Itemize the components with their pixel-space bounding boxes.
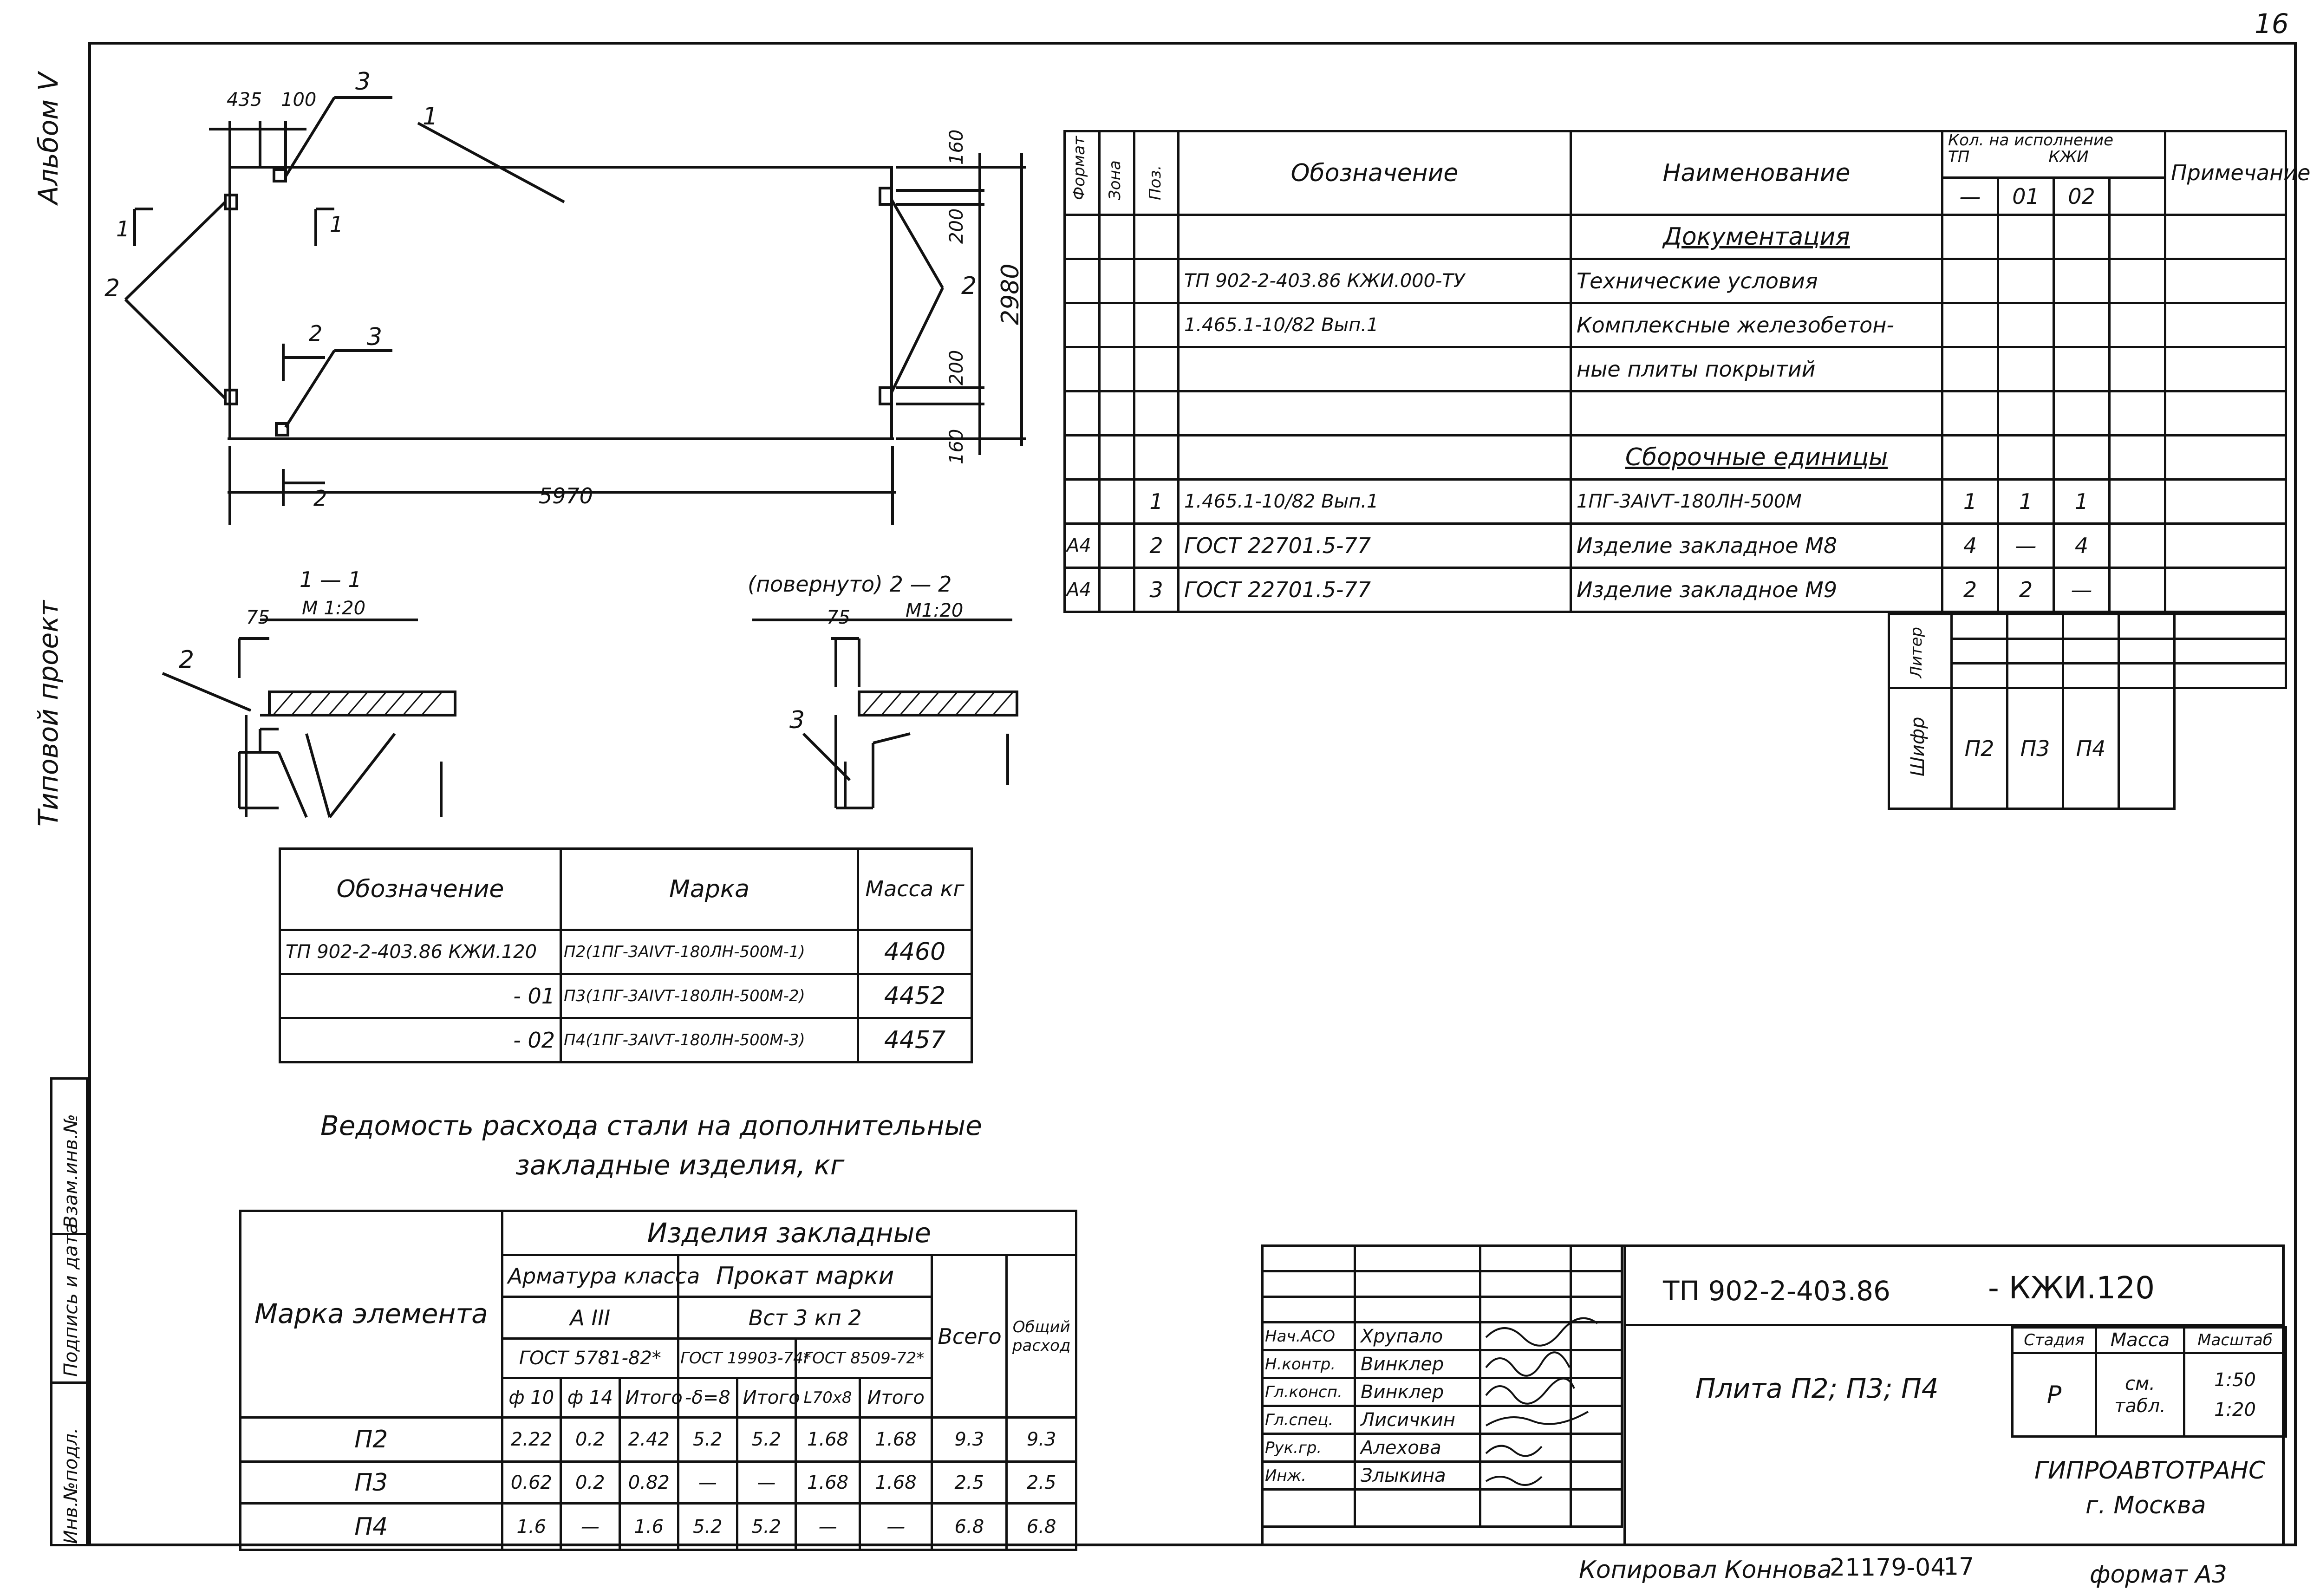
steel-h-class: А III <box>502 1297 678 1339</box>
table-row: Сборочные единицы <box>1065 436 2286 480</box>
cipher-p2: П2 <box>1952 688 2007 809</box>
steel-col: ф 14 <box>561 1378 620 1418</box>
table-row: Документация <box>1065 215 2286 259</box>
h-zone: Зона <box>1106 160 1124 200</box>
callout-2-right: 2 <box>961 272 977 300</box>
cipher-p4: П4 <box>2063 688 2119 809</box>
steel-h-gost2: ГОСТ 19903-74* <box>678 1339 796 1378</box>
mass-h-designation: Обозначение <box>280 849 561 930</box>
h-name: Наименование <box>1571 131 1942 215</box>
steel-title-1: Ведомость расхода стали на дополнительные <box>320 1110 982 1141</box>
sheet-number: 16 <box>2255 8 2289 39</box>
dim-435: 435 <box>227 89 262 111</box>
signer-row: Н.контр. Винклер <box>1262 1350 1622 1378</box>
cipher-p3: П3 <box>2007 688 2063 809</box>
h-format: Формат <box>1070 136 1088 200</box>
cipher-label: Шифр <box>1907 717 1929 776</box>
org-name: ГИПРОАВТОТРАНС <box>2034 1457 2266 1485</box>
h-designation: Обозначение <box>1179 131 1571 215</box>
signer-row: Рук.гр. Алехова <box>1262 1434 1622 1462</box>
callout-3-mid: 3 <box>367 323 383 351</box>
dim-200a: 200 <box>946 208 967 244</box>
section-mark-1a: 1 <box>116 216 130 241</box>
section-mark-2a: 2 <box>309 321 323 346</box>
footer-code: 21179-04 <box>1830 1554 1946 1582</box>
steel-col: ф 10 <box>502 1378 561 1418</box>
mass-h-mass: Масса кг <box>858 849 972 930</box>
scale-values: 1:50 1:20 <box>2184 1353 2286 1437</box>
section-1-dim: 75 <box>246 607 270 628</box>
table-row: П2 2.22 0.2 2.42 5.2 5.2 1.68 1.68 9.3 9.3 <box>241 1418 1076 1462</box>
org-city: г. Москва <box>2085 1492 2206 1519</box>
section-2-scale: М1:20 <box>906 600 964 621</box>
steel-h-rebar: Арматура класса <box>502 1255 678 1297</box>
table-row: - 01 П3(1ПГ-3АIVТ-180ЛН-500М-2) 4452 <box>280 974 972 1018</box>
section-1-scale: М 1:20 <box>302 598 366 619</box>
signer-row: Нач.АСО Хрупало <box>1262 1322 1622 1350</box>
dim-160b: 160 <box>946 429 967 464</box>
signer-row: Гл.спец. Лисичкин <box>1262 1406 1622 1434</box>
section-mark-2b: 2 <box>313 486 327 511</box>
table-row: ТП 902-2-403.86 КЖИ.120 П2(1ПГ-3АIVТ-180ЛН-500М-1) 4460 <box>280 930 972 974</box>
footer-format: формат А3 <box>2090 1561 2227 1589</box>
table-row: П4 1.6 — 1.6 5.2 5.2 — — 6.8 6.8 <box>241 1504 1076 1550</box>
steel-h-total: Всего <box>932 1255 1007 1418</box>
h-v2: 01 <box>1998 178 2054 215</box>
table-row: 1.465.1-10/82 Вып.1 Комплексные железобетон- <box>1065 303 2286 347</box>
stamp-inv: Инв.№подл. <box>60 1427 82 1544</box>
footer-copied: Копировал Коннова <box>1579 1556 1832 1584</box>
h-qty: Кол. на исполнение ТП КЖИ <box>1942 131 2165 178</box>
steel-col: Итого <box>619 1378 678 1418</box>
stamp-replace: Взам.инв.№ <box>60 1114 82 1228</box>
table-row: ТП 902-2-403.86 КЖИ.000-ТУ Технические условия <box>1065 259 2286 303</box>
steel-h-gost3: ГОСТ 8509-72* <box>796 1339 932 1378</box>
steel-h-element: Марка элемента <box>241 1211 502 1418</box>
table-row: ные плиты покрытий <box>1065 347 2286 391</box>
table-row: А4 2 ГОСТ 22701.5-77 Изделие закладное М8 4 — 4 <box>1065 524 2286 568</box>
table-row: П3 0.62 0.2 0.82 — — 1.68 1.68 2.5 2.5 <box>241 1462 1076 1504</box>
steel-col: -δ=8 <box>678 1378 737 1418</box>
signer-row: Гл.консп. Винклер <box>1262 1378 1622 1406</box>
dim-height: 2980 <box>997 263 1024 325</box>
doc-code-suffix: - КЖИ.120 <box>1988 1270 2155 1306</box>
steel-col: Итого <box>860 1378 932 1418</box>
doc-name: Плита П2; П3; П4 <box>1695 1373 1939 1404</box>
stage-value: Р <box>2013 1353 2096 1437</box>
steel-title-2: закладные изделия, кг <box>515 1149 845 1181</box>
steel-h-items: Изделия закладные <box>502 1211 1076 1255</box>
mass-value: см. табл. <box>2096 1353 2184 1437</box>
steel-h-gost1: ГОСТ 5781-82* <box>502 1339 678 1378</box>
steel-h-rolled: Прокат марки <box>678 1255 932 1297</box>
project-type-label: Типовой проект <box>33 600 64 827</box>
h-v1: — <box>1942 178 1998 215</box>
callout-1: 1 <box>423 103 438 130</box>
h-v3: 02 <box>2054 178 2110 215</box>
liter-label: Литер <box>1907 627 1926 678</box>
section-2-callout: 3 <box>789 706 805 734</box>
dim-width: 5970 <box>539 483 593 508</box>
h-pos: Поз. <box>1146 165 1165 200</box>
album-label: Альбом V <box>33 72 64 204</box>
callout-2-left: 2 <box>104 274 120 302</box>
section-2-dim: 75 <box>827 607 850 628</box>
steel-col: L70x8 <box>796 1378 860 1418</box>
mass-h-mark: Марка <box>561 849 858 930</box>
steel-col: Итого <box>737 1378 796 1418</box>
doc-code: ТП 902-2-403.86 <box>1663 1275 1890 1307</box>
h-note: Примечание <box>2165 131 2286 215</box>
table-row: А4 3 ГОСТ 22701.5-77 Изделие закладное М9 2 2 — <box>1065 568 2286 612</box>
stamp-signature: Подпись и дата <box>60 1223 82 1377</box>
section-2-title: (повернуто) 2 — 2 <box>748 572 952 597</box>
steel-h-grade: Вст 3 кп 2 <box>678 1297 932 1339</box>
table-row: 1 1.465.1-10/82 Вып.1 1ПГ-3АIVТ-180ЛН-500М 1 1 1 <box>1065 480 2286 524</box>
stage-grid: Стадия Масса Масштаб Р см. табл. 1:50 1:20 <box>2011 1326 2287 1438</box>
dim-200b: 200 <box>946 350 967 385</box>
dim-160a: 160 <box>946 129 967 165</box>
steel-h-overall: Общий расход <box>1007 1255 1076 1418</box>
table-row: - 02 П4(1ПГ-3АIVТ-180ЛН-500М-3) 4457 <box>280 1018 972 1062</box>
section-1-callout: 2 <box>179 646 195 674</box>
section-1-title: 1 — 1 <box>300 567 362 592</box>
section-mark-1b: 1 <box>330 212 344 237</box>
callout-3-top: 3 <box>355 68 371 96</box>
dim-100: 100 <box>281 89 317 111</box>
footer-sheet: 17 <box>1943 1553 1975 1581</box>
signer-row: Инж. Злыкина <box>1262 1462 1622 1490</box>
